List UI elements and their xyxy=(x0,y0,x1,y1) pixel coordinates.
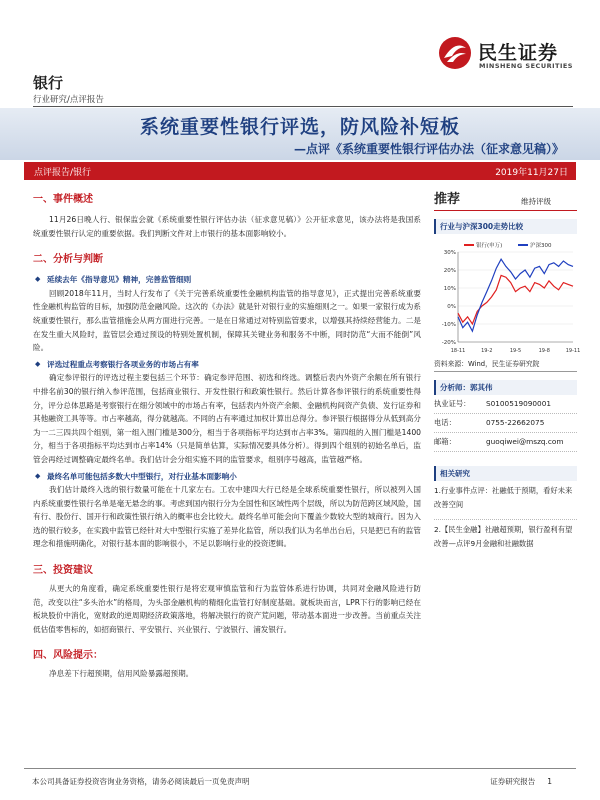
y-tick-label: -20% xyxy=(441,340,456,346)
company-logo xyxy=(438,36,578,78)
logo-text-cn: 民生证券 xyxy=(478,42,559,64)
subheading: ◆ 延续去年《指导意见》精神，完善监管细则 xyxy=(33,273,421,287)
logo-mark-icon xyxy=(438,36,472,70)
x-tick-label: 19-2 xyxy=(481,348,493,354)
x-tick-label: 19-5 xyxy=(509,348,522,354)
footer-right xyxy=(490,776,552,787)
legend-label: 银行(申万) xyxy=(476,243,503,249)
paragraph: 确定参评银行的评选过程主要包括三个环节：确定参评范围、初选和终选。调整后表内外资产余额在所有银行中排名前30的银行纳入参评范围，包括商业银行、开发性银行和政策性银行。然后计算各参评银行的系统重要性得分，评分总体思路是考察银行在细分领域中的市场占有率，包括表内外资产余额、金融机构间资产负债、发行证券和其他融资工具等等。市占率越高，得分就越高。不同的占有率通过加权计算出总得分。参评银行根据得分从低到高分为一二三四共四个组别，第一组入围门槛是300分，相当于各项指标平均达到市占率3%。第四组的入围门槛是1400分，相当于各项指标平均达到市占率14%（只是简单估算，实际情况要具体分析）。得到四个组别的初始名单后，监管会再经过调整确定最终名单。我们估计会分组实施不同的监管要求，组别序号越高，监管越严格。 xyxy=(33,373,421,464)
related-item[interactable]: 1.行业事件点评：社融低于预期，看好未来改善空间 xyxy=(434,486,573,509)
related-item[interactable]: 2.【民生金融】社融超预期，银行盈利有望改善—点评9月金融和社融数据 xyxy=(434,525,573,548)
y-tick-label: -10% xyxy=(441,322,456,328)
section-heading: 三、投资建议 xyxy=(33,565,93,577)
section-heading: 四、风险提示： xyxy=(33,650,103,662)
rating-header xyxy=(434,188,577,211)
paragraph: 我们估计最终入选的银行数量可能在十几家左右。工农中建四大行已经是全球系统重要性银行，所以被列入国内系统重要性银行名单是毫无悬念的事。考虑到国内银行分为全国性和区域性两个层级，所以为防范跨区域风险，国有行、股份行、国开行和政策性银行纳入的概率也会比较大。最终名单可能会向下覆盖少数较大型的城商行。因为入选的银行较多，在实践中监管已经针对大中型银行实施了差异化监管，所以我们认为名单出台后，只是把已有的监管理念和措施明确化，对银行基本面的影响很小，不足以影响行业的投资逻辑。 xyxy=(33,485,421,549)
footer-label: 证券研究报告 xyxy=(490,777,536,786)
performance-chart xyxy=(434,238,581,356)
chart-svg xyxy=(434,238,581,356)
paragraph: 从更大的角度看，确定系统重要性银行是将宏观审慎监管和行为监管体系进行协调，共同对金融风险进行防范，改变以往“多头治水”的格局，为头部金融机构的精细化监管打好制度基础。就板块而言，LPR下行的影响已经在板块股价中消化，宽财政的逆周期经济政策落地，将解决银行的资产荒问题，带动基本面进一步改善。当前重点关注低估值零售标的，如招商银行、平安银行、兴业银行、宁波银行、浦发银行。 xyxy=(33,584,421,634)
paragraph: 11月26日晚人行、银保监会就《系统重要性银行评估办法（征求意见稿）》公开征求意见，该办法将是我国系统重要性银行认定的重要依据。我们判断文件对上市银行的基本面影响较小。 xyxy=(33,215,421,238)
header-divider xyxy=(33,106,573,107)
analyst-heading: 分析师：郭其伟 xyxy=(434,380,577,395)
analyst-row xyxy=(434,395,577,414)
y-tick-label: 20% xyxy=(443,268,456,274)
subheading: ◆ 最终名单可能包括多数大中型银行，对行业基本面影响小 xyxy=(33,470,421,484)
y-tick-label: 0% xyxy=(447,304,456,310)
section-heading: 一、事件概述 xyxy=(33,194,93,205)
report-subtitle: —点评《系统重要性银行评估办法（征求意见稿）》 xyxy=(293,142,564,156)
report-date: 2019年11月27日 xyxy=(495,168,568,178)
rating-label: 推荐 xyxy=(434,192,461,207)
report-type: 行业研究/点评报告 xyxy=(33,95,104,105)
page-number: 1 xyxy=(547,777,552,786)
y-tick-label: 30% xyxy=(443,250,456,256)
sidebar xyxy=(434,188,581,554)
section-heading: 二、分析与判断 xyxy=(33,254,103,266)
analyst-row-value: 0755-22662075 xyxy=(486,418,545,427)
analyst-row-value: S0100519090001 xyxy=(486,399,551,408)
analyst-row-key: 电话： xyxy=(434,418,456,427)
analyst-row-key: 邮箱： xyxy=(434,437,456,446)
analyst-row-key: 执业证号： xyxy=(434,399,471,408)
related-heading: 相关研究 xyxy=(434,466,577,481)
disclaimer-text: 本公司具备证券投资咨询业务资格，请务必阅读最后一页免责声明 xyxy=(32,777,250,786)
analyst-email[interactable]: guoqiwei@mszq.com xyxy=(486,437,564,446)
x-tick-label: 19-8 xyxy=(538,348,550,354)
analyst-row xyxy=(434,433,577,452)
page-footer xyxy=(24,768,576,786)
analyst-row xyxy=(434,414,577,433)
x-tick-label: 18-11 xyxy=(450,348,466,354)
logo-text-en: MINSHENG SECURITIES xyxy=(479,62,573,70)
paragraph: 回顾2018年11月，当时人行发布了《关于完善系统重要性金融机构监管的指导意见》，正式提出完善系统重要性金融机构监管的目标，加强防范金融风险。这次的《办法》就是针对银行业的实施细则之一。如果一家银行成为系统重要性银行，那么监管措施会从两方面进行完善。一是在日常通过对特别监管要求，以增强其持续经营能力。二是在发生重大风险时，监管层会通过预设的特别处置机制，保障其关键业务和服务不中断，同时防范“大而不能倒”风险。 xyxy=(33,288,421,353)
y-tick-label: 10% xyxy=(443,286,456,292)
subheading: ◆ 评选过程重点考察银行各项业务的市场占有率 xyxy=(33,358,421,372)
main-content xyxy=(33,188,421,681)
x-tick-label: 19-11 xyxy=(565,348,581,354)
legend-label: 沪深300 xyxy=(530,243,552,249)
series-line xyxy=(458,275,573,324)
paragraph: 净息差下行超预期，信用风险暴露超预期。 xyxy=(49,669,194,679)
chart-heading: 行业与沪深300走势比较 xyxy=(434,219,577,234)
report-category: 点评报告/银行 xyxy=(34,168,92,178)
chart-source: 资料来源：Wind，民生证券研究院 xyxy=(434,358,577,372)
report-title: 系统重要性银行评选，防风险补短板 xyxy=(139,116,460,138)
report-info-bar xyxy=(24,162,576,180)
rating-value: 维持评级 xyxy=(521,197,551,206)
sector-label: 银行 xyxy=(33,74,64,92)
